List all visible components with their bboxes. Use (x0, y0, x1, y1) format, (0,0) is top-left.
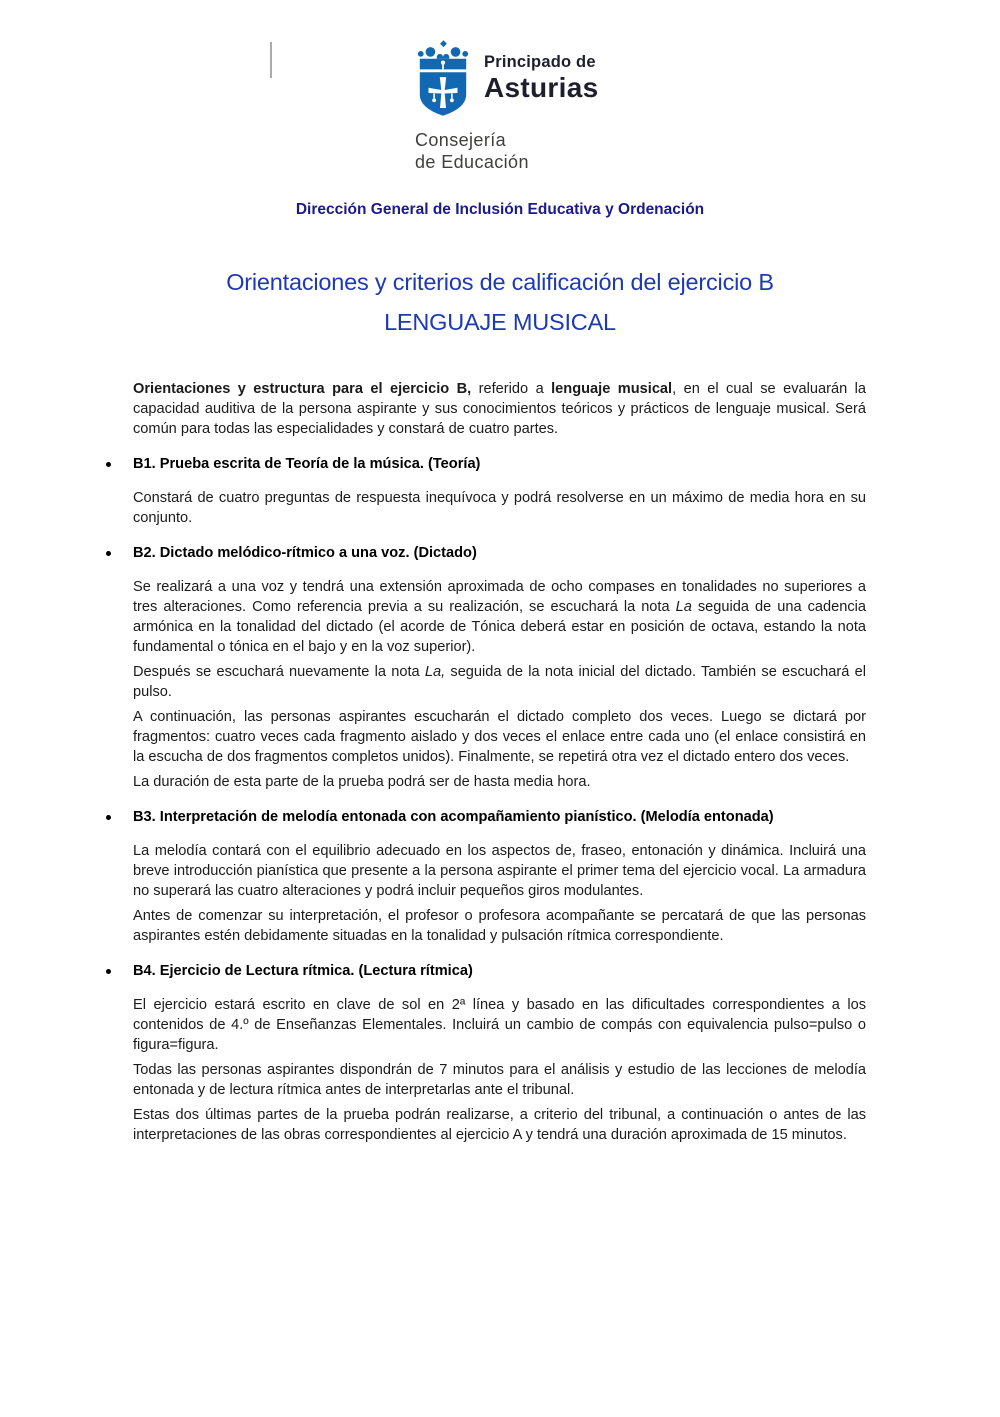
org-name-line1: Principado de (484, 53, 596, 71)
text-run: La, (424, 664, 446, 680)
department-name (415, 129, 529, 173)
paragraph (133, 841, 866, 901)
intro-paragraph (133, 379, 866, 439)
text-run: Todas las personas aspirantes dispondrán de 7 minutos para el análisis y estudio de las lecciones de melodía entonada y de lectura rítmica antes de interpretarlas ante el tribunal. (133, 1062, 866, 1098)
section-heading-b3 (133, 807, 866, 827)
margin-tick-mark (270, 42, 272, 78)
bullet-icon (106, 815, 111, 820)
text-run: La duración de esta parte de la prueba podrá ser de hasta media hora. (133, 774, 591, 790)
paragraph (133, 906, 866, 946)
text-run: A continuación, las personas aspirantes escucharán el dictado completo dos veces. Luego se dictará por fragmentos: cuatro veces cada fragmento aislado y dos veces el enlace entre cada uno (el enlace consistirá en la escucha de dos fragmentos completos unidos). Finalmente, se repetirá otra vez el dictado entero dos veces. (133, 709, 866, 765)
text-run: seguida de la nota inicial del dictado. También se escuchará el pulso. (133, 664, 866, 700)
text-run: (Melodía entonada) (640, 809, 774, 825)
asturias-shield-icon (414, 40, 472, 118)
asturias-logo (414, 40, 598, 118)
section-heading-b1 (133, 454, 866, 474)
section-heading-b2 (133, 543, 866, 563)
text-run: B1. Prueba escrita de Teoría de la música (133, 456, 420, 472)
document-title-line1: Orientaciones y criterios de calificación del ejercicio B (226, 269, 774, 295)
document-body (133, 379, 866, 1150)
text-run: La melodía contará con el equilibrio adecuado en los aspectos de, fraseo, entonación y dinámica. Incluirá una breve introducción pianística que presente a la persona aspirante el primer tema del ejercicio vocal. La armadura no superará las cuatro alteraciones y podrá incluir pequeños giros modulantes. (133, 843, 866, 899)
text-run: B4. Ejercicio de Lectura rítmica. (Lectura rítmica) (133, 963, 473, 979)
text-run: con acompañamiento pianístico. (406, 809, 641, 825)
text-run: El ejercicio estará escrito en clave de sol en 2ª línea y basado en las dificultades correspondientes a los contenidos de 4.º de Enseñanzas Elementales. Incluirá un cambio de compás con equivalencia pulso=pulso o figura=figura. (133, 997, 866, 1053)
text-run: Orientaciones y estructura para el ejercicio B, (133, 381, 472, 397)
paragraph (133, 1060, 866, 1100)
text-run: (Teoría) (427, 456, 481, 472)
paragraph (133, 772, 866, 792)
paragraph (133, 995, 866, 1055)
section-heading-text (133, 963, 473, 979)
document-title (0, 269, 1000, 336)
paragraph (133, 1105, 866, 1145)
text-run: Después se escuchará nuevamente la nota (133, 664, 425, 680)
paragraph (133, 662, 866, 702)
paragraph (133, 488, 866, 528)
directorate-heading: Dirección General de Inclusión Educativa y Ordenación (295, 201, 705, 218)
text-run: Se realizará a una voz y tendrá una extensión aproximada de ocho compases en tonalidades no superiores a tres alteraciones. Como referencia previa a su realización, se escuchará la nota (133, 579, 866, 615)
text-run: lenguaje musical (551, 381, 673, 397)
bullet-icon (106, 462, 111, 467)
document-title-line2: LENGUAJE MUSICAL (384, 309, 616, 335)
text-run: , en el cual se evaluarán la capacidad auditiva de la persona aspirante y sus conocimientos teóricos y prácticos de lenguaje musical. Será común para todas las especialidades y constará de cuatro partes. (133, 381, 866, 437)
org-name-line2: Asturias (484, 71, 599, 103)
text-run: referido a (471, 381, 552, 397)
section-heading-text (133, 545, 477, 561)
section-heading-text (133, 809, 774, 825)
text-run: Constará de cuatro preguntas de respuesta inequívoca y podrá resolverse en un máximo de media hora en su conjunto. (133, 490, 866, 526)
text-run: Antes de comenzar su interpretación, el profesor o profesora acompañante se percatará de que las personas aspirantes estén debidamente situadas en la tonalidad y pulsación rítmica correspondiente. (133, 908, 866, 944)
section-heading-text (133, 456, 480, 472)
department-line1: Consejería (415, 130, 507, 150)
text-run: seguida de una cadencia armónica en la tonalidad del dictado (el acorde de Tónica deberá estar en posición de octava, estando la nota fundamental o tónica en el bajo y en la voz superior). (133, 599, 866, 655)
text-run: a una voz (334, 545, 406, 561)
text-run: . (Dictado) (405, 545, 477, 561)
section-heading-b4 (133, 961, 866, 981)
paragraph (133, 577, 866, 657)
text-run: B2. Dictado melódico-rítmico (133, 545, 335, 561)
text-run: . (419, 456, 428, 472)
text-run: Estas dos últimas partes de la prueba podrán realizarse, a criterio del tribunal, a continuación o antes de las interpretaciones de las obras correspondientes al ejercicio A y tendrá una duración aproximada de 15 minutos. (133, 1107, 866, 1143)
department-line2: de Educación (415, 152, 529, 172)
org-wordmark (484, 54, 598, 102)
paragraph (133, 707, 866, 767)
bullet-icon (106, 969, 111, 974)
text-run: La (675, 599, 692, 615)
text-run: B3. Interpretación de melodía entonada (133, 809, 407, 825)
bullet-icon (106, 551, 111, 556)
